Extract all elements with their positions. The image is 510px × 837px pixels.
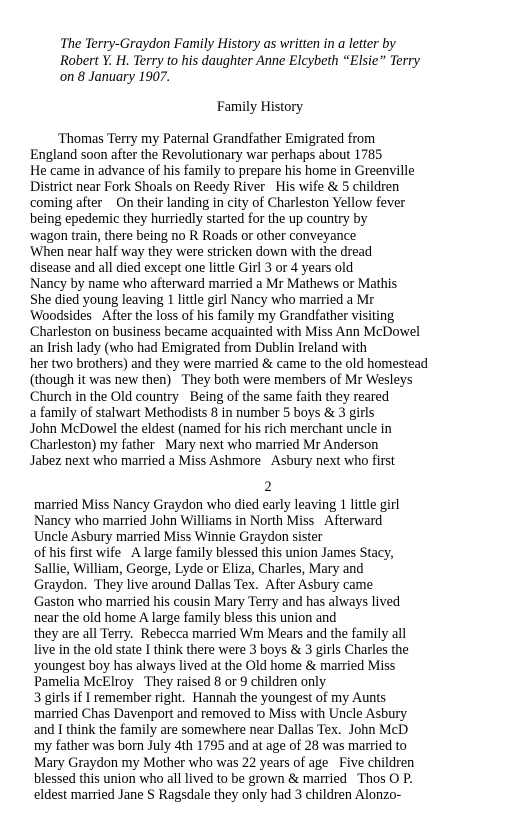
text-line: being epedemic they hurriedly started for the up country by bbox=[30, 211, 368, 228]
text-line: Charleston on business became acquainted with Miss Ann McDowel bbox=[30, 324, 421, 341]
text-line: a family of stalwart Methodists 8 in number 5 boys & 3 girls bbox=[30, 404, 375, 421]
text-line: Thomas Terry my Paternal Grandfather Emigrated from bbox=[30, 131, 376, 147]
text-line: Sallie, William, George, Lyde or Eliza, Charles, Mary and bbox=[34, 561, 364, 578]
text-line: He came in advance of his family to prepare his home in Greenville bbox=[30, 163, 415, 180]
text-line: eldest married Jane S Ragsdale they only had 3 children Alonzo- bbox=[34, 786, 402, 803]
text-line: Woodsides After the loss of his family my Grandfather visiting bbox=[30, 308, 395, 325]
intro-note bbox=[60, 36, 470, 86]
text-line: and I think the family are somewhere near Dallas Tex. John McD bbox=[34, 722, 409, 739]
document-heading: Family History bbox=[216, 99, 304, 115]
text-line: her two brothers) and they were married & came to the old homestead bbox=[30, 356, 428, 373]
text-line: (though it was new then) They both were members of Mr Wesleys bbox=[30, 372, 413, 389]
text-line: Nancy who married John Williams in North Miss Afterward bbox=[34, 513, 383, 530]
text-line: She died young leaving 1 little girl Nancy who married a Mr bbox=[30, 291, 374, 308]
letter-page-1 bbox=[30, 131, 480, 469]
text-line: Graydon. They live around Dallas Tex. After Asbury came bbox=[34, 577, 373, 594]
text-line: of his first wife A large family blessed this union James Stacy, bbox=[34, 545, 394, 562]
text-line: Uncle Asbury married Miss Winnie Graydon sister bbox=[34, 529, 323, 546]
text-line: Charleston) my father Mary next who married Mr Anderson bbox=[30, 436, 379, 453]
intro-line-1: The Terry-Graydon Family History as written in a letter by bbox=[60, 36, 396, 52]
text-line: disease and all died except one little Girl 3 or 4 years old bbox=[30, 259, 354, 276]
text-line: they are all Terry. Rebecca married Wm Mears and the family all bbox=[34, 625, 407, 642]
text-line: an Irish lady (who had Emigrated from Dublin Ireland with bbox=[30, 340, 367, 357]
text-line: John McDowel the eldest (named for his rich merchant uncle in bbox=[30, 420, 392, 437]
text-line: wagon train, there being no R Roads or other conveyance bbox=[30, 227, 357, 244]
text-line: Nancy by name who afterward married a Mr Mathews or Mathis bbox=[30, 275, 398, 292]
text-line: blessed this union who all lived to be grown & married Thos O P. bbox=[34, 770, 413, 787]
text-line: youngest boy has always lived at the Old home & married Miss bbox=[34, 657, 396, 674]
text-line: England soon after the Revolutionary war perhaps about 1785 bbox=[30, 147, 383, 164]
text-line: Pamelia McElroy They raised 8 or 9 children only bbox=[34, 674, 327, 691]
page-number: 2 bbox=[264, 479, 272, 495]
text-line: married Miss Nancy Graydon who died early leaving 1 little girl bbox=[34, 497, 400, 513]
text-line: District near Fork Shoals on Reedy River His wife & 5 children bbox=[30, 179, 400, 196]
text-line: Mary Graydon my Mother who was 22 years of age Five children bbox=[34, 754, 415, 771]
intro-line-2: Robert Y. H. Terry to his daughter Anne Elcybeth “Elsie” Terry bbox=[60, 52, 420, 69]
text-line: 3 girls if I remember right. Hannah the youngest of my Aunts bbox=[34, 690, 386, 707]
text-line: Church in the Old country Being of the same faith they reared bbox=[30, 388, 389, 405]
text-line: Jabez next who married a Miss Ashmore Asbury next who first bbox=[30, 452, 395, 469]
text-line: coming after On their landing in city of Charleston Yellow fever bbox=[30, 195, 406, 212]
text-line: live in the old state I think there were 3 boys & 3 girls Charles the bbox=[34, 641, 409, 658]
text-line: near the old home A large family bless this union and bbox=[34, 609, 337, 626]
text-line: When near half way they were stricken down with the dread bbox=[30, 243, 372, 260]
text-line: Gaston who married his cousin Mary Terry and has always lived bbox=[34, 593, 400, 610]
letter-page-2 bbox=[34, 497, 484, 803]
text-line: married Chas Davenport and removed to Miss with Uncle Asbury bbox=[34, 706, 408, 723]
intro-line-3: on 8 January 1907. bbox=[60, 69, 171, 85]
text-line: my father was born July 4th 1795 and at age of 28 was married to bbox=[34, 738, 407, 755]
